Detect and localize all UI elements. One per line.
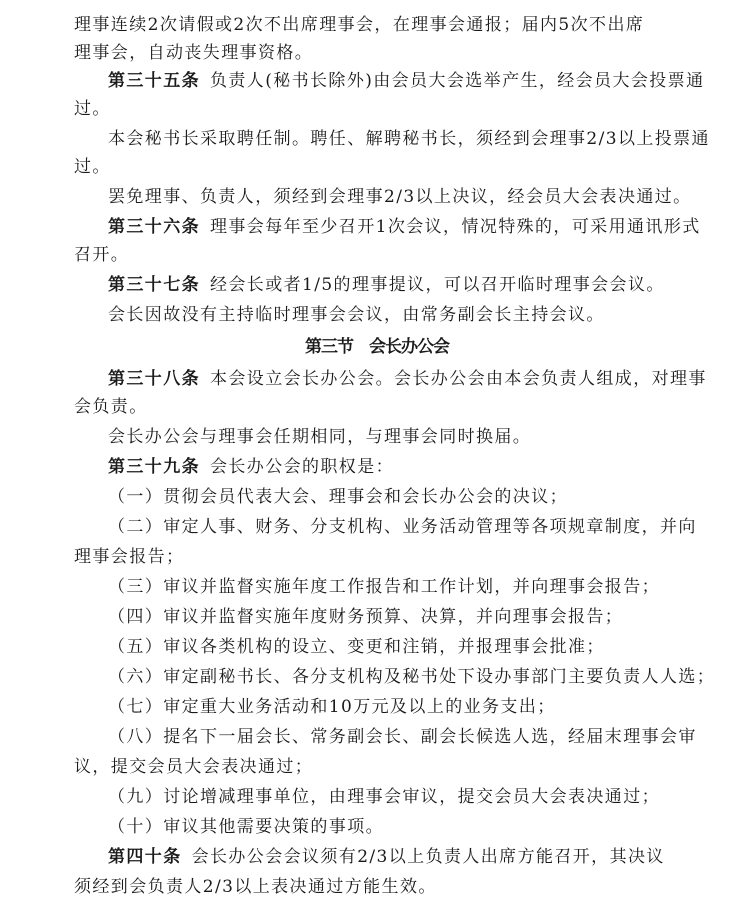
list-item: （七）审定重大业务活动和10万元及以上的业务支出； [108, 697, 556, 717]
list-item: （四）审议并监督实施年度财务预算、决算，并向理事会报告； [108, 607, 624, 627]
article-label: 第三十五条 [108, 71, 200, 91]
article-36: 第三十六条 理事会每年至少召开1次会议，情况特殊的，可采用通讯形式 [108, 217, 701, 237]
article-label: 第三十七条 [108, 275, 200, 295]
article-40: 第四十条 会长办公会会议须有2/3以上负责人出席方能召开，其决议 [108, 847, 665, 867]
list-item: （十）审议其他需要决策的事项。 [108, 817, 384, 837]
paragraph-line: 议，提交会员大会表决通过； [74, 757, 314, 777]
article-35: 第三十五条 负责人(秘书长除外)由会员大会选举产生，经会员大会投票通 [108, 71, 705, 91]
list-item: （五）审议各类机构的设立、变更和注销，并报理事会批准； [108, 637, 605, 657]
paragraph-line: 理事会，自动丧失理事资格。 [74, 43, 314, 63]
paragraph-line: 本会秘书长采取聘任制。聘任、解聘秘书长，须经到会理事2/3以上投票通 [108, 129, 710, 149]
article-label: 第三十九条 [108, 457, 200, 477]
list-item: （九）讨论增减理事单位，由理事会审议，提交会员大会表决通过； [108, 787, 660, 807]
paragraph-line: 理事连续2次请假或2次不出席理事会，在理事会通报；届内5次不出席 [74, 15, 645, 35]
paragraph-line: 会负责。 [74, 397, 148, 417]
paragraph-line: 会长办公会与理事会任期相同，与理事会同时换届。 [108, 427, 532, 447]
article-label: 第三十六条 [108, 217, 200, 237]
paragraph-line: 会长因故没有主持临时理事会会议，由常务副会长主持会议。 [108, 305, 605, 325]
article-37: 第三十七条 经会长或者1/5的理事提议，可以召开临时理事会会议。 [108, 275, 665, 295]
article-label: 第三十八条 [108, 369, 200, 389]
paragraph-line: 罢免理事、负责人，须经到会理事2/3以上决议，经会员大会表决通过。 [108, 187, 692, 207]
article-38: 第三十八条 本会设立会长办公会。会长办公会由本会负责人组成，对理事 [108, 369, 707, 389]
list-item: （二）审定人事、财务、分支机构、业务活动管理等各项规章制度，并向 [108, 517, 697, 537]
section-heading: 第三节 会长办公会 [305, 337, 449, 357]
paragraph-line: 理事会报告； [74, 547, 185, 567]
paragraph-line: 过。 [74, 99, 111, 119]
list-item: （一）贯彻会员代表大会、理事会和会长办公会的决议； [108, 487, 568, 507]
paragraph-line: 召开。 [74, 245, 130, 265]
article-label: 第四十条 [108, 847, 182, 867]
paragraph-line: 过。 [74, 157, 111, 177]
list-item: （六）审定副秘书长、各分支机构及秘书处下设办事部门主要负责人人选； [108, 667, 716, 687]
paragraph-line: 须经到会负责人2/3以上表决通过方能生效。 [74, 877, 437, 897]
list-item: （八）提名下一届会长、常务副会长、副会长候选人选，经届末理事会审 [108, 727, 697, 747]
article-39: 第三十九条 会长办公会的职权是： [108, 457, 394, 477]
list-item: （三）审议并监督实施年度工作报告和工作计划，并向理事会报告； [108, 577, 660, 597]
